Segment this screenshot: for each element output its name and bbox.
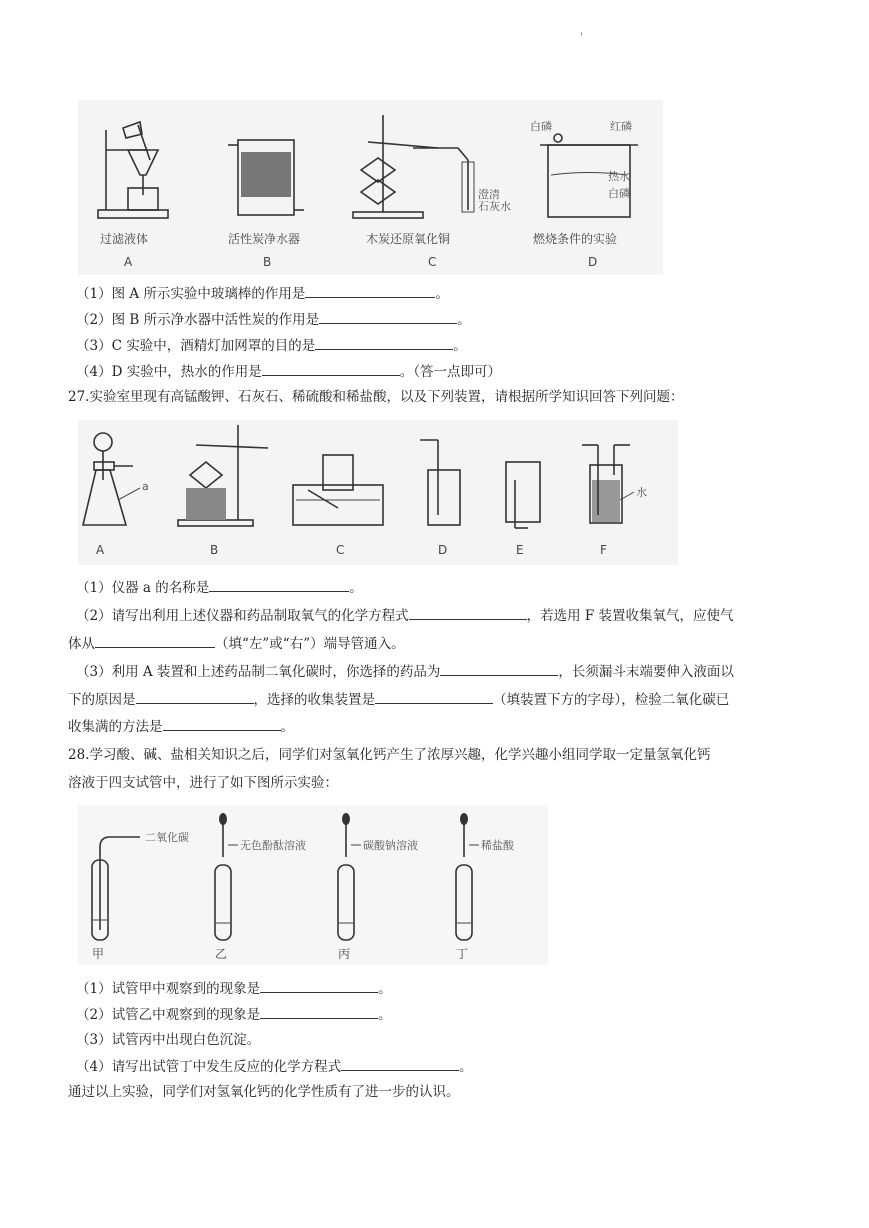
label-d-red-p: 红磷: [610, 120, 632, 133]
q26-s1: （1）图 A 所示实验中玻璃棒的作用是 。: [76, 283, 449, 304]
letter-f: F: [600, 543, 607, 557]
letter-b: B: [263, 255, 272, 269]
label-co2: 二氧化碳: [145, 831, 189, 844]
name-yi: 乙: [215, 947, 228, 961]
answer-blank[interactable]: [375, 689, 493, 704]
q28-stem-1: 28.学习酸、碱、盐相关知识之后，同学们对氢氧化钙产生了浓厚兴趣，化学兴趣小组同学取一定量氢氧化钙: [68, 747, 711, 763]
answer-blank[interactable]: [440, 661, 558, 676]
letter-a: A: [124, 255, 133, 269]
q28-s1: （1）试管甲中观察到的现象是 。: [76, 978, 392, 999]
letter-a: A: [96, 543, 105, 557]
figure-q27: [78, 420, 678, 565]
q27-stem: 27.实验室里现有高锰酸钾、石灰石、稀硫酸和稀盐酸，以及下列装置，请根据所学知识回答下列问题：: [68, 389, 684, 405]
caption-a: 过滤液体: [100, 232, 149, 246]
label-phenolphthalein: 无色酚酞溶液: [240, 839, 306, 852]
caption-c: 木炭还原氧化铜: [366, 232, 451, 246]
label-sodium-carbonate: 碳酸钠溶液: [363, 839, 418, 852]
letter-e: E: [516, 543, 524, 557]
letter-c: C: [336, 543, 345, 557]
answer-blank[interactable]: [163, 716, 281, 731]
answer-blank[interactable]: [262, 361, 400, 376]
label-water: 水: [636, 486, 647, 499]
caption-d: 燃烧条件的实验: [533, 232, 618, 246]
q27-s2a: （2）请写出利用上述仪器和药品制取氧气的化学方程式 ，若选用 F 装置收集氧气，应使气: [76, 605, 734, 626]
q27-s2b: 体从 （填“左”或“右”）端导管通入。: [68, 633, 405, 654]
letter-c: C: [428, 255, 437, 269]
figure-q26: [78, 100, 663, 275]
label-d-white-p1: 白磷: [530, 120, 552, 133]
answer-blank[interactable]: [409, 605, 527, 620]
name-jia: 甲: [92, 947, 105, 961]
label-c-clear: 澄清: [478, 188, 500, 201]
label-c-limewater: 石灰水: [478, 200, 511, 213]
q27-s3b: 下的原因是 ，选择的收集装置是 （填装置下方的字母），检验二氧化碳已: [68, 689, 729, 710]
q28-s4: （4）请写出试管丁中发生反应的化学方程式 。: [76, 1056, 473, 1077]
q27-s3c: 收集满的方法是 。: [68, 716, 294, 737]
name-ding: 丁: [456, 947, 469, 961]
answer-blank[interactable]: [305, 283, 435, 298]
label-d-hot-water: 热水: [608, 170, 630, 183]
q27-s1: （1）仪器 a 的名称是 。: [76, 577, 363, 598]
answer-blank[interactable]: [209, 577, 349, 592]
label-d-white-p2: 白磷: [608, 187, 630, 200]
label-a: a: [142, 480, 149, 493]
answer-blank[interactable]: [260, 978, 378, 993]
q26-s2: （2）图 B 所示净水器中活性炭的作用是 。: [76, 309, 471, 330]
figure-q28: [78, 805, 548, 965]
name-bing: 丙: [338, 947, 351, 961]
answer-blank[interactable]: [341, 1056, 459, 1071]
q28-stem-2: 溶液于四支试管中，进行了如下图所示实验：: [68, 775, 338, 791]
q26-s4: （4）D 实验中，热水的作用是 。（答一点即可）: [76, 361, 501, 382]
q28-s2: （2）试管乙中观察到的现象是 。: [76, 1004, 392, 1025]
answer-blank[interactable]: [136, 689, 254, 704]
header-mark: ': [580, 32, 583, 43]
label-hydrochloric-acid: 稀盐酸: [481, 839, 514, 852]
answer-blank[interactable]: [315, 335, 453, 350]
answer-blank[interactable]: [260, 1004, 378, 1019]
caption-b: 活性炭净水器: [228, 232, 301, 246]
q28-closing: 通过以上实验，同学们对氢氧化钙的化学性质有了进一步的认识。: [68, 1084, 460, 1100]
answer-blank[interactable]: [319, 309, 457, 324]
q26-s3: （3）C 实验中，酒精灯加网罩的目的是 。: [76, 335, 467, 356]
answer-blank[interactable]: [95, 633, 215, 648]
letter-b: B: [210, 543, 219, 557]
q28-s3: （3）试管丙中出现白色沉淀。: [76, 1032, 261, 1048]
letter-d: D: [438, 543, 448, 557]
letter-d: D: [588, 255, 598, 269]
q27-s3a: （3）利用 A 装置和上述药品制二氧化碳时，你选择的药品为 ，长须漏斗末端要伸入液面以: [76, 661, 734, 682]
